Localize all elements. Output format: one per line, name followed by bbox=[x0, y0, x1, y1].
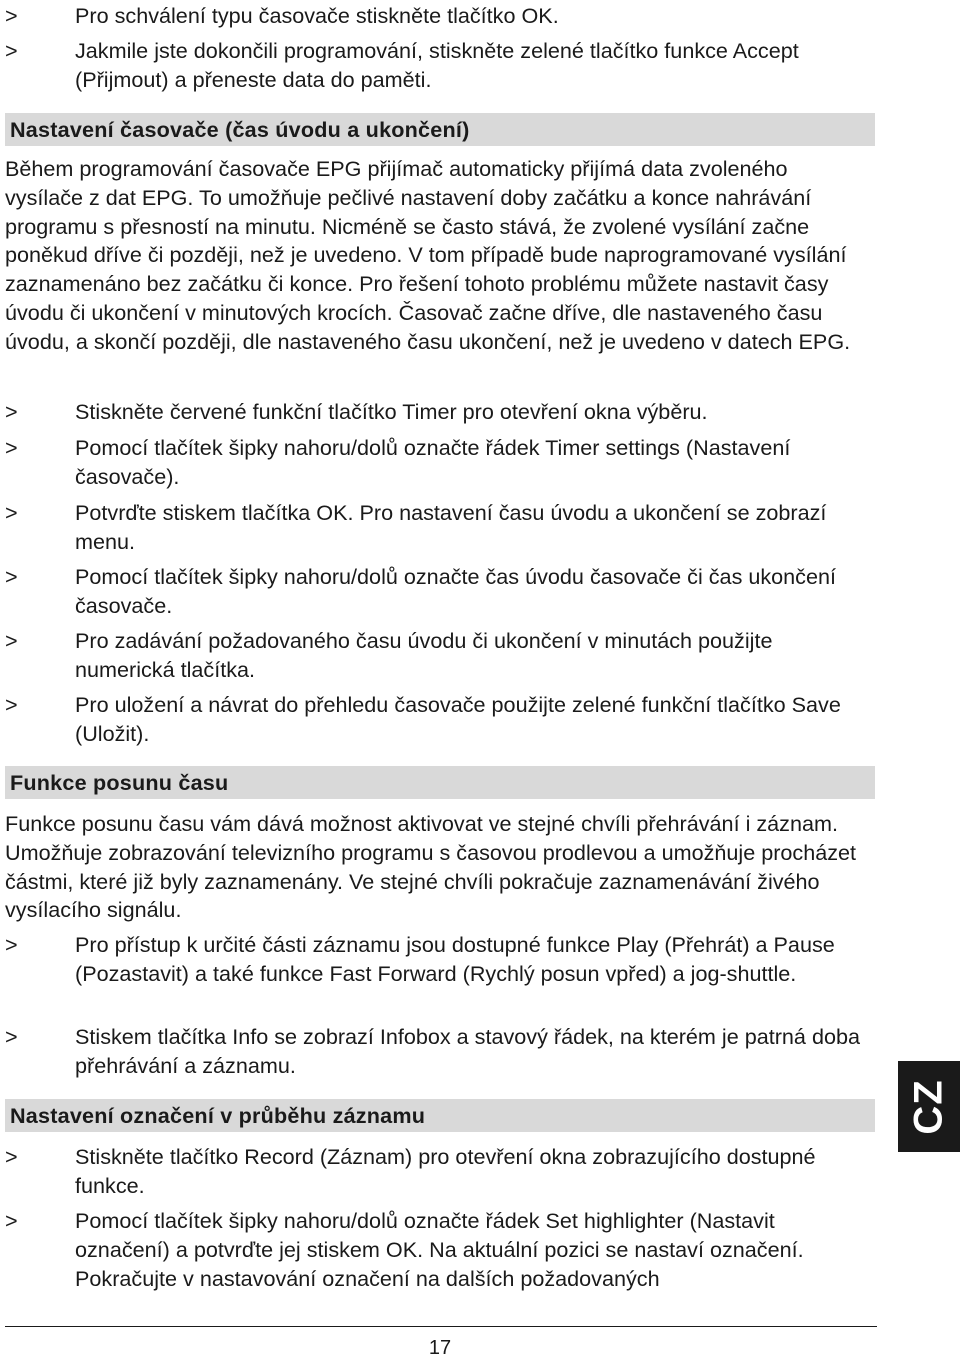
language-tab-label: CZ bbox=[906, 1078, 951, 1135]
page-number: 17 bbox=[428, 1337, 452, 1359]
list-item-text: Potvrďte stiskem tlačítka OK. Pro nastavení času úvodu a ukončení se zobrazí menu. bbox=[75, 500, 827, 554]
section-heading: Funkce posunu času bbox=[5, 766, 875, 799]
bullet-marker: > bbox=[5, 1144, 18, 1169]
bullet-marker: > bbox=[5, 628, 18, 653]
bullet-marker: > bbox=[5, 1208, 18, 1233]
bullet-marker: > bbox=[5, 3, 18, 28]
list-item-text: Pomocí tlačítek šipky nahoru/dolů označte řádek Timer settings (Nastavení časovače). bbox=[75, 435, 791, 489]
bullet-marker: > bbox=[5, 38, 18, 63]
section-paragraph: Během programování časovače EPG přijímač automaticky přijímá data zvoleného vysílače z dat EPG. To umožňuje pečlivé nastavení doby začátku a konce nahrávání programu s přesností na minutu. Nicméně se často stává, že zvolené vysílání začne poněkud dříve či později, než je uvedeno. V tom případě bude naprogramované vysílání zaznamenáno bez začátku či konce. Pro řešení tohoto problému můžete nastavit časy úvodu či ukončení v minutových krocích. Časovač začne dříve, dle nastaveného času úvodu, a skončí později, dle nastaveného času ukončení, než je uvedeno v datech EPG. bbox=[5, 156, 851, 354]
list-item-text: Pomocí tlačítek šipky nahoru/dolů označte řádek Set highlighter (Nastavit označení) a potvrďte jej stiskem OK. Na aktuální pozici se nastaví označení. Pokračujte v nastavování označení na dalších požadovaných bbox=[75, 1208, 804, 1291]
list-item-text: Stiskem tlačítka Info se zobrazí Infobox a stavový řádek, na kterém je patrná doba přehrávání a záznamu. bbox=[75, 1024, 860, 1078]
bullet-marker: > bbox=[5, 435, 18, 460]
section-paragraph: Funkce posunu času vám dává možnost aktivovat ve stejné chvíli přehrávání i záznam. Umožňuje zobrazování televizního programu s časovou prodlevou a umožňuje procházet částmi, které již byly zaznamenány. Ve stejné chvíli pokračuje zaznamenávání živého vysílacího signálu. bbox=[5, 811, 857, 923]
list-item-text: Pro přístup k určité části záznamu jsou dostupné funkce Play (Přehrát) a Pause (Pozastavit) a také funkce Fast Forward (Rychlý posun vpřed) a jog-shuttle. bbox=[75, 932, 835, 986]
list-item-text: Pomocí tlačítek šipky nahoru/dolů označte čas úvodu časovače či čas ukončení časovače. bbox=[75, 564, 837, 618]
bullet-marker: > bbox=[5, 932, 18, 957]
footer-divider bbox=[5, 1326, 877, 1327]
bullet-marker: > bbox=[5, 692, 18, 717]
bullet-marker: > bbox=[5, 399, 18, 424]
bullet-marker: > bbox=[5, 564, 18, 589]
section-heading: Nastavení časovače (čas úvodu a ukončení) bbox=[5, 113, 875, 146]
section-heading: Nastavení označení v průběhu záznamu bbox=[5, 1099, 875, 1132]
bullet-marker: > bbox=[5, 1024, 18, 1049]
language-tab bbox=[898, 1061, 960, 1152]
list-item-text: Pro uložení a návrat do přehledu časovače použijte zelené funkční tlačítko Save (Uložit). bbox=[75, 692, 841, 746]
list-item-text: Pro schválení typu časovače stiskněte tlačítko OK. bbox=[75, 3, 559, 28]
list-item-text: Stiskněte tlačítko Record (Záznam) pro otevření okna zobrazujícího dostupné funkce. bbox=[75, 1144, 816, 1198]
list-item-text: Stiskněte červené funkční tlačítko Timer pro otevření okna výběru. bbox=[75, 399, 708, 424]
bullet-marker: > bbox=[5, 500, 18, 525]
list-item-text: Pro zadávání požadovaného času úvodu či ukončení v minutách použijte numerická tlačítka. bbox=[75, 628, 773, 682]
list-item-text: Jakmile jste dokončili programování, stiskněte zelené tlačítko funkce Accept (Přijmout) a přeneste data do paměti. bbox=[75, 38, 799, 92]
